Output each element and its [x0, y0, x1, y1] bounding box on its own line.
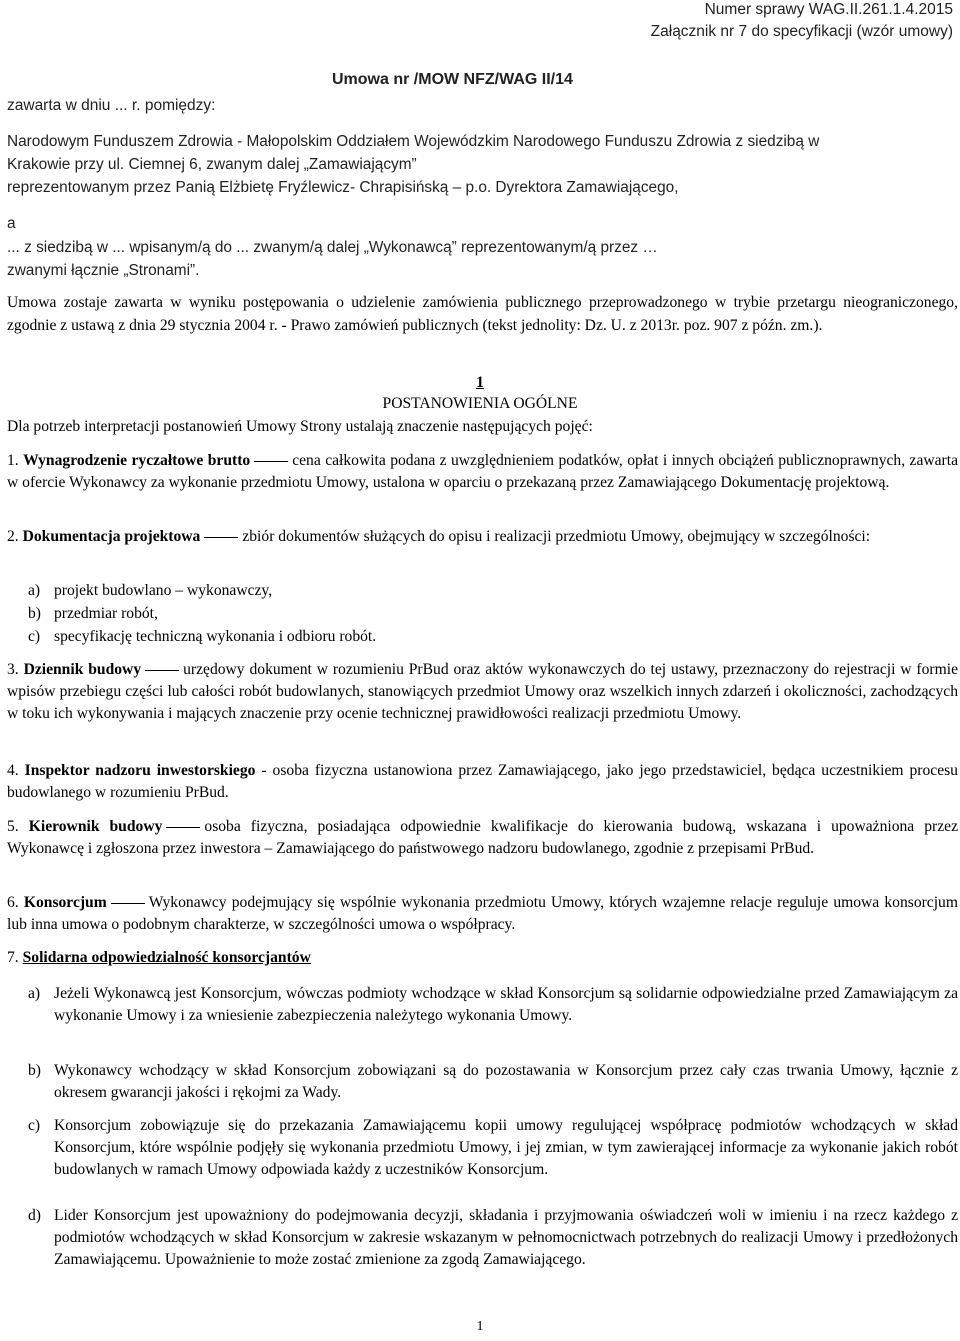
concluded-line: zawarta w dniu ... r. pomiędzy: [7, 97, 216, 114]
definition-num: 6. [7, 894, 19, 911]
item-label: c) [28, 628, 41, 645]
attachment-label: Załącznik nr 7 do specyfikacji (wzór umowy) [650, 23, 953, 40]
definition-5 [7, 816, 958, 860]
definition-7 [7, 947, 958, 969]
dash-separator [166, 827, 200, 828]
item-label: c) [28, 1117, 41, 1134]
item-text: Lider Konsorcjum jest upoważniony do podejmowania decyzji, składania i przyjmowania oświadczeń woli w imieniu i na rzecz każdego z podmiotów wchodzących w skład Konsorcjum w zakresie wskazanym w pełnomocnictwach potrzebnych do realizacji Umowy i przedłożonych Zamawiającemu. Upoważnienie to może zostać zmienione za zgodą Zamawiającego. [54, 1207, 958, 1268]
dash-separator [111, 903, 145, 904]
definition-term: Inspektor nadzoru inwestorskiego [24, 762, 256, 779]
party-zamawiajacy [7, 130, 958, 199]
definition-text: urzędowy dokument w rozumieniu PrBud oraz aktów wykonawczych do tej ustawy, przeznaczony do rejestracji w formie wpisów przebiegu części lub całości robót budowlanych, stanowiących przedmiot Umowy oraz wszelkich innych zdarzeń i okoliczności, zachodzących w toku ich wykonywania i mających znaczenie przy ocenie technicznej prawidłowości realizacji przedmiotu Umowy. [7, 661, 958, 722]
consortium-item-c [28, 1115, 958, 1181]
definition-text: osoba fizyczna, posiadająca odpowiednie kwalifikacje do kierowania budową, wskazana i upoważniona przez Wykonawcę i zgłoszona przez inwestora – Zamawiającego do państwowego nadzoru budowlanego, zgodnie z przepisami PrBud. [7, 818, 959, 857]
item-label: b) [28, 1062, 41, 1079]
definition-text: Wykonawcy podejmujący się wspólnie wykonania przedmiotu Umowy, których wzajemne relacje reguluje umowa konsorcjum lub inna umowa o podobnym charakterze, w szczególności umowa o współpracy. [7, 894, 958, 933]
consortium-item-a [28, 983, 958, 1027]
item-text: Wykonawcy wchodzący w skład Konsorcjum zobowiązani są do pozostawania w Konsorcjum przez cały czas trwania Umowy, łącznie z okresem gwarancji jakości i rękojmi za Wady. [54, 1062, 958, 1101]
definition-term: Konsorcjum [23, 894, 107, 911]
item-label: a) [28, 985, 41, 1002]
definition-text: cena całkowita podana z uwzględnieniem podatków, opłat i innych obciążeń publicznoprawnych, zawarta w ofercie Wykonawcy za wykonanie przedmiotu Umowy, ustalona w oparciu o przekazaną przez Zamawiającego Dokumentację projektową. [7, 452, 958, 491]
definition-separator: - [255, 762, 273, 779]
intro-paragraph: Umowa zostaje zawarta w wyniku postępowania o udzielenie zamówienia publicznego przeprowadzonego w trybie przetargu nieograniczonego, zgodnie z ustawą z dnia 29 stycznia 2004 r. - Prawo zamówień publicznych (tekst jednolity: Dz. U. z 2013r. poz. 907 z późn. zm.). [7, 294, 958, 334]
party2-line2: zwanymi łącznie „Stronami”. [7, 262, 200, 279]
dash-separator [204, 537, 238, 538]
doc-item-a [28, 580, 958, 602]
definition-num: 1. [7, 452, 19, 469]
definition-num: 4. [7, 762, 19, 779]
definition-3 [7, 659, 958, 725]
item-text: specyfikację techniczną wykonania i odbioru robót. [54, 628, 377, 645]
section-lead: Dla potrzeb interpretacji postanowień Umowy Strony ustalają znaczenie następujących pojęć: [7, 418, 593, 435]
definition-term: Dziennik budowy [23, 661, 142, 678]
definition-num: 5. [7, 818, 19, 835]
definition-num: 7. [7, 949, 19, 966]
case-number: Numer sprawy WAG.II.261.1.4.2015 [704, 1, 953, 18]
contract-title: Umowa nr /MOW NFZ/WAG II/14 [332, 71, 573, 88]
definition-text: zbiór dokumentów służących do opisu i realizacji przedmiotu Umowy, obejmujący w szczególności: [242, 528, 871, 545]
section-1-header [0, 372, 960, 414]
definition-term: Solidarna odpowiedzialność konsorcjantów [22, 949, 311, 966]
party1-line1: Narodowym Funduszem Zdrowia - Małopolskim Oddziałem Wojewódzkim Narodowego Funduszu Zdrowia z siedzibą w [7, 133, 820, 150]
dash-separator [145, 670, 179, 671]
definition-term: Dokumentacja projektowa [22, 528, 201, 545]
item-text: projekt budowlano – wykonawczy, [54, 582, 273, 599]
dash-separator [254, 461, 288, 462]
section-title: POSTANOWIENIA OGÓLNE [382, 395, 578, 412]
doc-item-b [28, 603, 958, 625]
item-text: Jeżeli Wykonawcą jest Konsorcjum, wówczas podmioty wchodzące w skład Konsorcjum są solidarnie odpowiedzialne przed Zamawiającym za wykonanie Umowy i za wniesienie zabezpieczenia należytego wykonania Umowy. [54, 985, 958, 1024]
item-text: przedmiar robót, [54, 605, 158, 622]
definition-4 [7, 760, 958, 804]
definition-term: Kierownik budowy [28, 818, 163, 835]
definition-text: osoba fizyczna ustanowiona przez Zamawiającego, jako jego przedstawiciel, będąca uczestnikiem procesu budowlanego w rozumieniu PrBud. [7, 762, 958, 801]
doc-item-c [28, 626, 958, 648]
page-number: 1 [476, 1319, 484, 1334]
party1-line2: Krakowie przy ul. Ciemnej 6, zwanym dalej „Zamawiającym” [7, 156, 417, 173]
party2-line1: ... z siedzibą w ... wpisanym/ą do ... zwanym/ą dalej „Wykonawcą” reprezentowanym/ą przez … [7, 239, 658, 256]
definition-term: Wynagrodzenie ryczałtowe brutto [23, 452, 251, 469]
consortium-item-b [28, 1060, 958, 1104]
section-number: 1 [476, 374, 484, 391]
definition-6 [7, 892, 958, 936]
definition-num: 2. [7, 528, 19, 545]
and-conjunction: a [7, 215, 16, 232]
item-text: Konsorcjum zobowiązuje się do przekazania Zamawiającemu kopii umowy regulującej współpracę podmiotów wchodzących w skład Konsorcjum, które wspólnie podjęły się wykonania przedmiotu Umowy, i jej zmian, w tym zawierającej informacje za wykonanie jakich robót budowlanych w ramach Umowy odpowiada każdy z uczestników Konsorcjum. [54, 1117, 958, 1178]
item-label: b) [28, 605, 41, 622]
item-label: a) [28, 582, 41, 599]
consortium-item-d [28, 1205, 958, 1271]
definition-1 [7, 450, 958, 494]
party1-line3: reprezentowanym przez Panią Elżbietę Fryźlewicz- Chrapisińską – p.o. Dyrektora Zamawiającego, [7, 179, 679, 196]
party-wykonawca [7, 236, 958, 282]
definition-num: 3. [7, 661, 19, 678]
definition-2 [7, 526, 958, 548]
item-label: d) [28, 1207, 41, 1224]
